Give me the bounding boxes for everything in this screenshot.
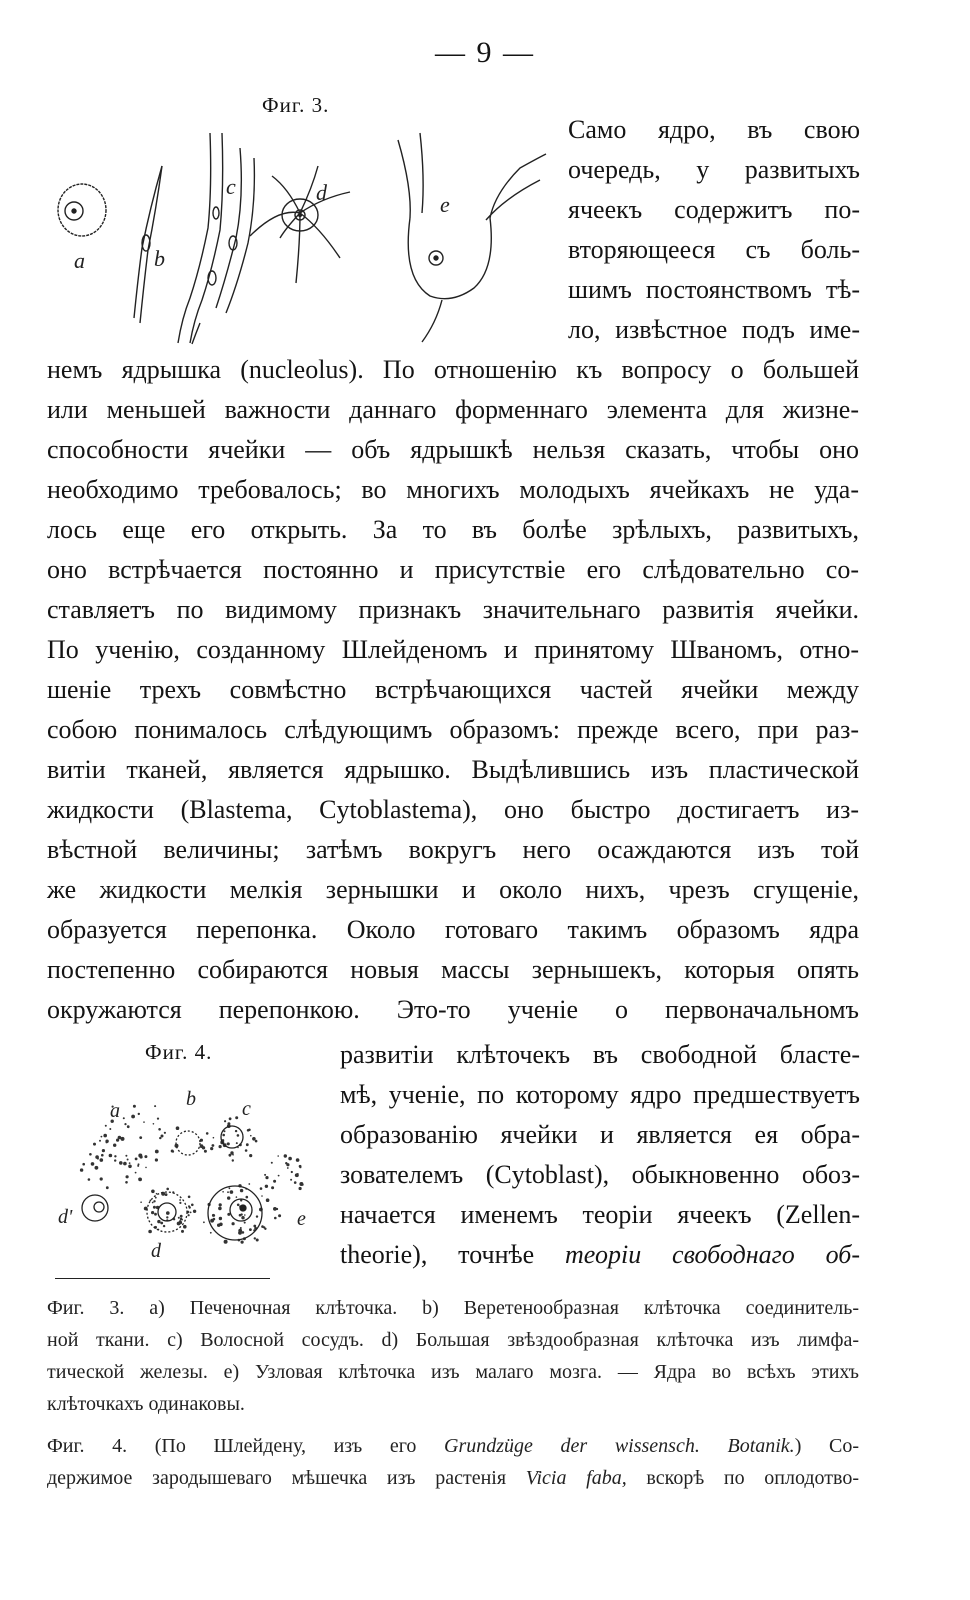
- page-number: — 9 —: [435, 36, 535, 69]
- granule-dot: [177, 1222, 181, 1226]
- granule-dot: [154, 1213, 157, 1216]
- granule-dot: [264, 1174, 266, 1176]
- granule-dot: [255, 1140, 258, 1143]
- granule-dot: [222, 1134, 225, 1137]
- granule-dot: [299, 1187, 302, 1190]
- text-line: шеніе трехъ совмѣстно встрѣчающихся частей ячейки между: [47, 675, 859, 704]
- granule-dot: [114, 1155, 116, 1157]
- granule-dot: [299, 1165, 302, 1168]
- granule-dot: [155, 1158, 158, 1161]
- granule-dot: [101, 1154, 104, 1157]
- granule-dot: [235, 1130, 237, 1132]
- granule-dot: [224, 1120, 226, 1122]
- granule-dot: [227, 1143, 229, 1145]
- granule-dot: [212, 1214, 215, 1217]
- text-line: вторяющееся съ боль-: [568, 235, 860, 264]
- granule-dot: [290, 1179, 292, 1181]
- granule-dot: [154, 1105, 156, 1107]
- granule-dot: [188, 1214, 190, 1216]
- granule-dot: [278, 1175, 280, 1177]
- granule-dot: [156, 1193, 158, 1195]
- granule-dot: [138, 1178, 142, 1182]
- granule-dot: [157, 1220, 160, 1223]
- footnote-line: [47, 1463, 859, 1493]
- text-line: постепенно собираются новыя массы зернышекъ, которыя опять: [47, 955, 859, 984]
- granule-dot: [148, 1230, 152, 1234]
- granule-dot: [188, 1196, 191, 1199]
- granule-dot: [241, 1241, 244, 1244]
- granule-dot: [80, 1168, 83, 1171]
- granule-dot: [265, 1185, 268, 1188]
- footnote-plain: вскорѣ по оплодотво-: [626, 1467, 860, 1489]
- granule-dot: [273, 1180, 276, 1183]
- footnote-line: Фиг. 3. a) Печеночная клѣточка. b) Веретенообразная клѣточка соединитель-: [47, 1297, 859, 1319]
- granule-dot: [89, 1153, 92, 1156]
- granule-dot: [97, 1158, 99, 1160]
- granule-dot: [284, 1154, 287, 1157]
- granule-dot: [276, 1208, 278, 1210]
- granule-dot: [152, 1202, 154, 1204]
- granule-dot: [179, 1199, 181, 1201]
- granule-dot: [245, 1149, 248, 1152]
- granule-dot: [116, 1139, 119, 1142]
- granule-dot: [236, 1142, 238, 1144]
- footnote-plain: держимое зародышеваго мѣшечка изъ растенія: [47, 1467, 526, 1489]
- figure3-letter-e: e: [440, 192, 450, 217]
- granule-dot: [82, 1163, 85, 1166]
- granule-dot: [202, 1146, 205, 1149]
- granule-dot: [157, 1118, 159, 1120]
- figure3-letter-c: c: [226, 174, 236, 199]
- granule-dot: [217, 1224, 220, 1227]
- granule-dot: [145, 1167, 147, 1169]
- text-line: окружаются перепонкою. Это-то ученіе о первоначальномъ: [47, 995, 859, 1024]
- granule-dot: [191, 1204, 194, 1207]
- granule-dot: [240, 1189, 243, 1192]
- granule-dot: [210, 1147, 213, 1150]
- granule-dot: [127, 1125, 130, 1128]
- granule-dot: [155, 1197, 157, 1199]
- granule-dot: [227, 1122, 230, 1125]
- granule-dot: [109, 1154, 113, 1158]
- granule-dot: [229, 1117, 232, 1120]
- granule-dot: [139, 1136, 142, 1139]
- granule-dot: [256, 1239, 259, 1242]
- granule-dot: [263, 1227, 265, 1229]
- granule-dot: [237, 1134, 240, 1137]
- granule-dot: [249, 1154, 252, 1157]
- granule-dot: [190, 1212, 192, 1214]
- granule-dot: [212, 1144, 215, 1147]
- granule-dot: [265, 1176, 268, 1179]
- footnote-line: клѣточкахъ одинаковы.: [47, 1393, 245, 1415]
- granule-dot: [95, 1166, 99, 1170]
- granule-dot: [229, 1154, 232, 1157]
- granule-dot: [165, 1193, 168, 1196]
- granule-dot: [151, 1211, 154, 1214]
- granule-dot: [179, 1202, 181, 1204]
- granule-dot: [138, 1154, 142, 1158]
- granule-dot: [222, 1191, 224, 1193]
- granule-dot: [125, 1181, 128, 1184]
- figure4-letter-e: e: [297, 1208, 306, 1230]
- granule-dot: [164, 1132, 166, 1134]
- granule-dot: [249, 1228, 252, 1231]
- granule-dot: [109, 1128, 111, 1130]
- granule-dot: [123, 1162, 127, 1166]
- granule-dot: [125, 1155, 127, 1157]
- granule-dot: [129, 1162, 131, 1164]
- text-line: жидкости (Blastema, Cytoblastema), оно быстро достигаетъ из-: [47, 795, 859, 824]
- text-line: витіи тканей, является ядрышко. Выдѣлившись изъ пластической: [47, 755, 859, 784]
- text-line: ячеекъ содержитъ по-: [568, 195, 860, 224]
- granule-dot: [172, 1151, 174, 1153]
- granule-dot: [144, 1155, 147, 1158]
- granule-dot: [242, 1231, 245, 1234]
- granule-dot: [153, 1206, 156, 1209]
- granule-dot: [99, 1140, 101, 1142]
- granule-dot: [161, 1135, 164, 1138]
- granule-dot: [137, 1165, 139, 1167]
- granule-dot: [180, 1215, 183, 1218]
- granule-dot: [179, 1220, 181, 1222]
- granule-dot: [181, 1230, 184, 1233]
- granule-dot: [153, 1200, 155, 1202]
- text-line-last: [340, 1240, 860, 1270]
- footnote-line: тической железы. e) Узловая клѣточка изъ малаго мозга. — Ядра во всѣхъ этихъ: [47, 1361, 859, 1383]
- text-line: очередь, у развитыхъ: [568, 155, 860, 184]
- text-line: оно встрѣчается постоянно и присутствіе его слѣдовательно со-: [47, 555, 859, 584]
- text-line: шимъ постоянствомъ тѣ-: [568, 275, 860, 304]
- granule-dot: [166, 1211, 170, 1215]
- granule-dot: [224, 1240, 228, 1244]
- footnote-line: [47, 1431, 859, 1461]
- granule-dot: [105, 1125, 107, 1127]
- text-line: развитіи клѣточекъ въ свободной бласте-: [340, 1040, 860, 1069]
- granule-dot: [302, 1184, 304, 1186]
- granule-dot: [143, 1121, 145, 1123]
- text-line: зователемъ (Cytoblast), обыкновенно обоз-: [340, 1160, 860, 1189]
- granule-dot: [254, 1237, 256, 1239]
- granule-dot: [244, 1214, 246, 1216]
- granule-dot: [188, 1205, 190, 1207]
- granule-dot: [166, 1188, 169, 1191]
- figure4-cells-illustration: [55, 1065, 325, 1270]
- granule-dot: [229, 1187, 231, 1189]
- granule-dot: [240, 1213, 242, 1215]
- granule-dot: [244, 1222, 246, 1224]
- granule-dot: [131, 1115, 135, 1119]
- figure4-letter-a: a: [110, 1100, 120, 1122]
- granule-dot: [227, 1196, 230, 1199]
- granule-dot: [213, 1218, 216, 1221]
- granule-dot: [260, 1187, 263, 1190]
- granule-dot: [133, 1105, 136, 1108]
- granule-dot: [227, 1191, 229, 1193]
- granule-dot: [135, 1158, 138, 1161]
- granule-dot: [232, 1154, 234, 1156]
- granule-dot: [151, 1190, 155, 1194]
- granule-dot: [294, 1181, 297, 1184]
- granule-dot: [181, 1219, 183, 1221]
- granule-dot: [241, 1216, 244, 1219]
- granule-dot: [127, 1159, 129, 1161]
- granule-dot: [210, 1232, 212, 1234]
- granule-dot: [88, 1178, 91, 1181]
- granule-dot: [123, 1117, 125, 1119]
- granule-dot: [183, 1225, 187, 1229]
- text-line: образованію ячейки и является ея обра-: [340, 1120, 860, 1149]
- granule-dot: [256, 1215, 258, 1217]
- granule-dot: [271, 1186, 274, 1189]
- granule-dot: [238, 1231, 242, 1235]
- granule-dot: [266, 1198, 270, 1202]
- figure4-label: Фиг. 4.: [145, 1040, 213, 1064]
- granule-dot: [219, 1217, 222, 1220]
- figure4-letter-d: d: [151, 1240, 161, 1262]
- granule-dot: [261, 1195, 263, 1197]
- granule-dot: [101, 1136, 103, 1138]
- text-line: Само ядро, въ свою: [568, 115, 860, 144]
- granule-dot: [232, 1222, 235, 1225]
- text-line: вѣстной величины; затѣмъ вокругъ него осаждаются изъ той: [47, 835, 859, 864]
- granule-dot: [219, 1145, 222, 1148]
- granule-dot: [271, 1162, 273, 1164]
- figure4-letter-b: b: [186, 1088, 196, 1110]
- granule-dot: [248, 1129, 251, 1132]
- granule-dot: [140, 1201, 142, 1203]
- granule-dot: [206, 1132, 209, 1135]
- granule-dot: [204, 1150, 207, 1153]
- granule-dot: [114, 1159, 116, 1161]
- granule-dot: [135, 1172, 137, 1174]
- granule-dot: [155, 1150, 159, 1154]
- granule-dot: [113, 1144, 116, 1147]
- granule-dot: [119, 1161, 123, 1165]
- granule-dot: [253, 1138, 255, 1140]
- granule-dot: [105, 1140, 108, 1143]
- granule-dot: [248, 1183, 250, 1185]
- granule-dot: [91, 1162, 95, 1166]
- granule-dot: [126, 1175, 129, 1178]
- granule-dot: [166, 1216, 168, 1218]
- granule-dot: [240, 1227, 242, 1229]
- granule-dot: [237, 1204, 240, 1207]
- granule-dot: [274, 1217, 277, 1220]
- granule-dot: [159, 1137, 161, 1139]
- granule-dot: [288, 1157, 292, 1161]
- granule-dot: [153, 1123, 155, 1125]
- granule-dot: [100, 1158, 104, 1162]
- text-line: лось еще его открыть. За то въ болѣе зрѣлыхъ, развитыхъ,: [47, 515, 859, 544]
- granule-dot: [285, 1162, 287, 1164]
- figure3-label: Фиг. 3.: [262, 93, 330, 117]
- footnote-italic: Grundzüge der wissensch. Botanik.: [444, 1435, 795, 1457]
- text-line: или меньшей важности даннаго форменнаго элемента для жизне-: [47, 395, 859, 424]
- granule-dot: [250, 1135, 252, 1137]
- figure3-letter-d: d: [316, 180, 327, 205]
- granule-dot: [236, 1196, 238, 1198]
- granule-dot: [128, 1165, 132, 1169]
- text-line: ставляетъ по видимому признакъ значительнаго развитія ячейки.: [47, 595, 859, 624]
- granule-dot: [93, 1143, 96, 1146]
- granule-dot: [138, 1113, 140, 1115]
- granule-dot: [277, 1155, 279, 1157]
- text-italic: теоріи свободнаго об-: [565, 1240, 860, 1269]
- granule-dot: [158, 1128, 161, 1131]
- text-line: начается именемъ теоріи ячеекъ (Zellen-: [340, 1200, 860, 1229]
- granule-dot: [203, 1221, 205, 1223]
- granule-dot: [103, 1134, 107, 1138]
- granule-dot: [218, 1207, 222, 1211]
- text-line: собою понималось слѣдующимъ образомъ: прежде всего, при раз-: [47, 715, 859, 744]
- text-line: мѣ, ученіе, по которому ядро предшествуетъ: [340, 1080, 860, 1109]
- granule-dot: [296, 1158, 300, 1162]
- text-plain: theorie), точнѣе: [340, 1240, 566, 1269]
- footnote-plain: ) Со-: [794, 1435, 859, 1457]
- granule-dot: [193, 1210, 196, 1213]
- figure3-letter-b: b: [154, 246, 165, 271]
- granule-dot: [232, 1159, 234, 1161]
- granule-dot: [163, 1225, 165, 1227]
- granule-dot: [246, 1196, 249, 1199]
- granule-dot: [264, 1228, 266, 1230]
- granule-dot: [213, 1137, 215, 1139]
- granule-dot: [178, 1217, 180, 1219]
- granule-dot: [287, 1167, 289, 1169]
- text-line: способности ячейки — объ ядрышкѣ нельзя сказать, чтобы оно: [47, 435, 859, 464]
- granule-dot: [235, 1116, 238, 1119]
- granule-dot: [219, 1203, 222, 1206]
- footnote-plain: Фиг. 4. (По Шлейдену, изъ его: [47, 1435, 445, 1457]
- granule-dot: [278, 1214, 281, 1217]
- figure4-letter-d-prime: d': [58, 1206, 73, 1228]
- granule-dot: [106, 1186, 109, 1189]
- figure3-cells-illustration: [50, 118, 550, 348]
- granule-dot: [100, 1177, 103, 1180]
- text-line: ло, извѣстное подъ име-: [568, 315, 860, 344]
- granule-dot: [230, 1190, 234, 1194]
- granule-dot: [295, 1173, 299, 1177]
- footnote-line: ной ткани. c) Волосной сосудъ. d) Большая звѣздообразная клѣточка изъ лимфа-: [47, 1329, 859, 1351]
- text-line: же жидкости мелкія зернышки и около нихъ, чрезъ сгущеніе,: [47, 875, 859, 904]
- granule-dot: [246, 1143, 249, 1146]
- text-line: немъ ядрышка (nucleolus). По отношенію къ вопросу о большей: [47, 355, 859, 384]
- text-line: необходимо требовалось; во многихъ молодыхъ ячейкахъ не уда-: [47, 475, 859, 504]
- footnote-rule: [55, 1278, 270, 1279]
- granule-dot: [102, 1149, 105, 1152]
- granule-dot: [176, 1126, 180, 1130]
- footnote-italic: Vicia faba,: [525, 1467, 627, 1489]
- figure3-letter-a: a: [74, 248, 85, 273]
- text-line: По ученію, созданному Шлейденомъ и принятому Шваномъ, отно-: [47, 635, 859, 664]
- granule-dot: [124, 1123, 126, 1125]
- text-line: образуется перепонка. Около готоваго такимъ образомъ ядра: [47, 915, 859, 944]
- granule-dot: [291, 1171, 293, 1173]
- granule-dot: [160, 1222, 163, 1225]
- figure4-letter-c: c: [242, 1098, 251, 1120]
